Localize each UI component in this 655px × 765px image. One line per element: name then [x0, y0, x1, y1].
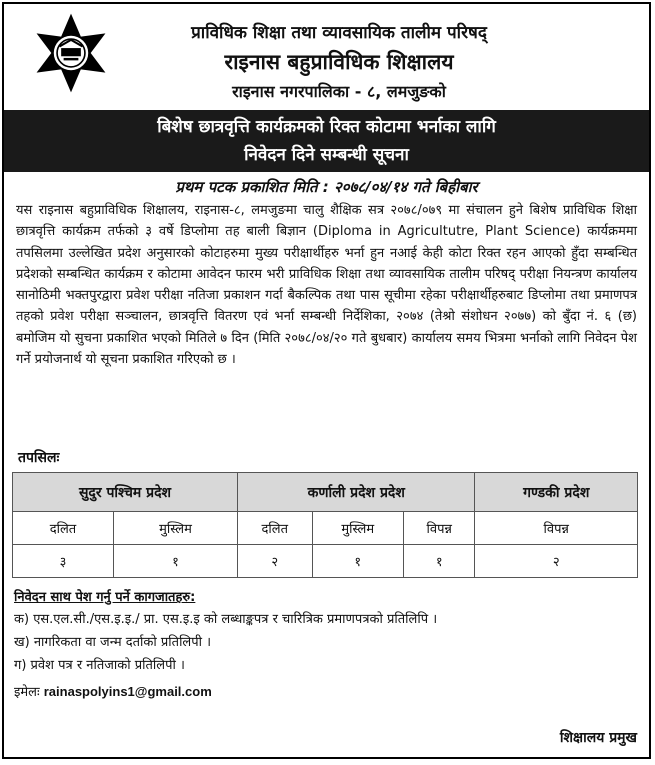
category-cell: विपन्न [475, 512, 638, 545]
letterhead [4, 4, 649, 110]
category-cell: दलित [13, 512, 114, 545]
email-label: इमेलः [14, 685, 40, 700]
category-cell: विपन्न [403, 512, 475, 545]
province-gandaki: गण्डकी प्रदेश [475, 473, 638, 512]
published-date: प्रथम पटक प्रकाशित मिति : २०७८/०४/१४ गते बिहीबार [175, 178, 478, 196]
document-item: ग) प्रवेश पत्र र नतिजाको प्रतिलिपी । [14, 658, 185, 673]
seat-count-cell: २ [475, 545, 638, 578]
seat-count-cell: १ [403, 545, 475, 578]
document-item: ख) नागरिकता वा जन्म दर्ताको प्रतिलिपी । [14, 635, 212, 650]
seat-count-cell: १ [312, 545, 403, 578]
notice-page [2, 2, 651, 759]
category-cell: दलित [238, 512, 312, 545]
notice-body: यस राइनास बहुप्राविधिक शिक्षालय, राइनास-८, लमजुङमा चालु शैक्षिक सत्र २०७८/०७९ मा संचालन हुने बिशेष प्राविधिक शिक्षा छात्रवृत्ति कार्यक्रम तर्फको ३ वर्षे डिप्लोमा तह बाली बिज्ञान (Diploma in Agricultutre, Plant Science) कार्यक्रममा तपसिलमा उल्लेखित प्रदेश अनुसारको कोटाहरुमा मुख्य परीक्षार्थीहरु भर्ना हुन नआई केही कोटा रिक्त रहन आएको हुँदा सम्बन्धित प्रदेशको सम्बन्धित कार्यक्रम र कोटामा आवेदन फारम भरी प्राविधिक शिक्षा तथा व्यावसायिक तालीम परिषद् परीक्षा नियन्त्रण कार्यालय सानोठिमी भक्तपुरद्वारा प्रवेश परीक्षा नतिजा प्रकाशन गर्दा बैकल्पिक तथा पास सूचीमा रहेका परीक्षार्थीहरुबाट डिप्लोमा तथा प्रमाणपत्र तहको प्रवेश परीक्षा सञ्चालन, छात्रवृत्ति वितरण एवं भर्ना सम्बन्धी निर्देशिका, २०७४ (तेश्रो संशोधन २०७७) को बुँदा नं. ६ (छ) बमोजिम यो सुचना प्रकाशित भएको मितिले ७ दिन (मिति २०७८/०४/२० गते बुधबार) कार्यालय समय भित्रमा भर्नाको लागि निवेदन पेश गर्ने प्रयोजनार्थ यो सूचना प्रकाशित गरिएको छ । [16, 203, 637, 368]
province-karnali: कर्णाली प्रदेश प्रदेश [238, 473, 475, 512]
institution-name: राइनास बहुप्राविधिक शिक्षालय [224, 50, 454, 74]
notice-title-line1: बिशेष छात्रवृत्ति कार्यक्रमको रिक्त कोटामा भर्नाका लागि [157, 117, 496, 137]
category-row [13, 512, 638, 545]
seat-count-cell: १ [113, 545, 237, 578]
category-cell: मुस्लिम [312, 512, 403, 545]
notice-title-line2: निवेदन दिने सम्बन्धी सूचना [244, 145, 409, 165]
seat-count-cell: ३ [13, 545, 114, 578]
province-header-row [13, 473, 638, 512]
category-cell: मुस्लिम [113, 512, 237, 545]
institution-logo [30, 12, 112, 94]
email-line [4, 681, 649, 703]
document-item: क) एस.एल.सी./एस.इ.इ./ प्रा. एस.इ.इ को लब्धाङ्कपत्र र चारित्रिक प्रमाणपत्रको प्रतिलिपि । [14, 612, 438, 627]
seat-count-row [13, 545, 638, 578]
details-label: तपसिलः [18, 450, 60, 466]
council-name: प्राविधिक शिक्षा तथा व्यावसायिक तालीम परिषद् [191, 23, 487, 43]
documents-title: निवेदन साथ पेश गर्नु पर्ने कागजातहरु: [14, 590, 196, 605]
email-address-link[interactable]: rainaspolyins1@gmail.com [43, 684, 212, 699]
province-sudurpaschim: सुदुर पश्चिम प्रदेश [13, 473, 238, 512]
seat-table [12, 472, 638, 578]
signature: शिक्षालय प्रमुख [559, 730, 637, 746]
seat-count-cell: २ [238, 545, 312, 578]
institution-address: राइनास नगरपालिका - ८, लमजुङको [232, 82, 446, 101]
notice-title-banner [4, 110, 649, 172]
